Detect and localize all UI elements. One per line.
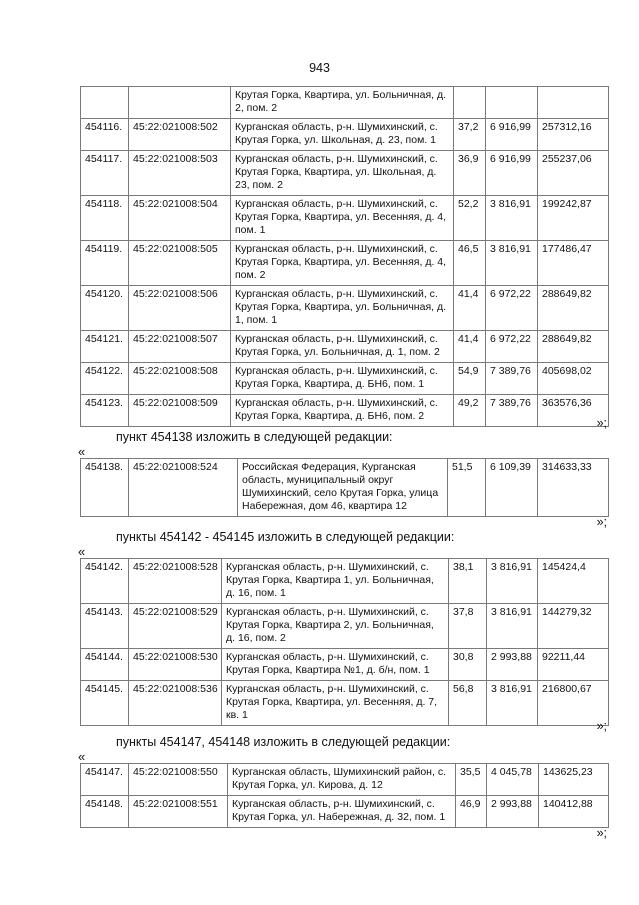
area-cell: 46,5 (454, 241, 486, 286)
cadastral-number-cell: 45:22:021008:528 (129, 559, 222, 604)
area-cell (454, 87, 486, 119)
address-cell: Курганская область, р-н. Шумихинский, с. Крутая Горка, Квартира, ул. Весенняя, д. 7, кв. 1 (222, 681, 449, 726)
table-row (81, 363, 609, 395)
area-cell: 41,4 (454, 331, 486, 363)
cadastral-value-cell (538, 87, 609, 119)
address-cell: Курганская область, р-н. Шумихинский, с. Крутая Горка, ул. Набережная, д. 32, пом. 1 (228, 796, 456, 828)
property-table (80, 458, 609, 517)
area-cell: 56,8 (449, 681, 487, 726)
row-number-cell: 454143. (81, 604, 129, 649)
table-row (81, 151, 609, 196)
cadastral-number-cell: 45:22:021008:524 (129, 459, 238, 517)
area-cell: 51,5 (448, 459, 486, 517)
cadastral-value-cell: 257312,16 (538, 119, 609, 151)
opening-quote: « (78, 444, 86, 459)
address-cell: Курганская область, р-н. Шумихинский, с. Крутая Горка, ул. Школьная, д. 23, пом. 1 (231, 119, 454, 151)
cadastral-number-cell (129, 87, 231, 119)
cadastral-rate-cell: 2 993,88 (487, 796, 539, 828)
cadastral-rate-cell: 6 916,99 (486, 119, 538, 151)
address-cell: Курганская область, р-н. Шумихинский, с. Крутая Горка, ул. Больничная, д. 1, пом. 2 (231, 331, 454, 363)
row-number-cell: 454116. (81, 119, 129, 151)
address-cell: Курганская область, р-н. Шумихинский, с. Крутая Горка, Квартира, ул. Весенняя, д. 4, пом. 1 (231, 196, 454, 241)
address-cell: Курганская область, р-н. Шумихинский, с. Крутая Горка, Квартира, д. БН6, пом. 1 (231, 363, 454, 395)
row-number-cell: 454142. (81, 559, 129, 604)
area-cell: 37,8 (449, 604, 487, 649)
table-row (81, 459, 609, 517)
cadastral-rate-cell: 6 916,99 (486, 151, 538, 196)
table-row (81, 286, 609, 331)
table-row (81, 649, 609, 681)
cadastral-value-cell: 144279,32 (538, 604, 609, 649)
cadastral-rate-cell (486, 87, 538, 119)
property-table (80, 558, 609, 726)
area-cell: 38,1 (449, 559, 487, 604)
address-cell: Курганская область, р-н. Шумихинский, с. Крутая Горка, Квартира 2, ул. Больничная, д. 16, пом. 2 (222, 604, 449, 649)
cadastral-number-cell: 45:22:021008:507 (129, 331, 231, 363)
address-cell: Российская Федерация, Курганская область, муниципальный округ Шумихинский, село Крутая Горка, улица Набережная, дом 46, квартира 12 (238, 459, 448, 517)
area-cell: 30,8 (449, 649, 487, 681)
cadastral-value-cell: 177486,47 (538, 241, 609, 286)
cadastral-rate-cell: 7 389,76 (486, 363, 538, 395)
row-number-cell: 454117. (81, 151, 129, 196)
area-cell: 36,9 (454, 151, 486, 196)
cadastral-value-cell: 92211,44 (538, 649, 609, 681)
cadastral-value-cell: 140412,88 (539, 796, 609, 828)
cadastral-value-cell: 199242,87 (538, 196, 609, 241)
amendment-paragraph: пункт 454138 изложить в следующей редакции: (116, 430, 393, 444)
address-cell: Курганская область, р-н. Шумихинский, с. Крутая Горка, Квартира 1, ул. Больничная, д. 16, пом. 1 (222, 559, 449, 604)
opening-quote: « (78, 749, 86, 764)
cadastral-rate-cell: 6 972,22 (486, 286, 538, 331)
cadastral-rate-cell: 2 993,88 (487, 649, 538, 681)
table-row (81, 796, 609, 828)
cadastral-number-cell: 45:22:021008:508 (129, 363, 231, 395)
area-cell: 52,2 (454, 196, 486, 241)
closing-quote: »; (596, 416, 607, 430)
cadastral-number-cell: 45:22:021008:502 (129, 119, 231, 151)
row-number-cell: 454121. (81, 331, 129, 363)
area-cell: 46,9 (456, 796, 487, 828)
table-row (81, 196, 609, 241)
cadastral-value-cell: 255237,06 (538, 151, 609, 196)
cadastral-value-cell: 288649,82 (538, 286, 609, 331)
table-row (81, 681, 609, 726)
cadastral-rate-cell: 3 816,91 (487, 681, 538, 726)
table-row (81, 395, 609, 427)
address-cell: Курганская область, р-н. Шумихинский, с. Крутая Горка, Квартира, ул. Больничная, д. 1, пом. 1 (231, 286, 454, 331)
closing-quote: »; (596, 719, 607, 733)
cadastral-number-cell: 45:22:021008:550 (129, 764, 228, 796)
cadastral-value-cell: 143625,23 (539, 764, 609, 796)
row-number-cell: 454120. (81, 286, 129, 331)
area-cell: 37,2 (454, 119, 486, 151)
table-row (81, 604, 609, 649)
row-number-cell: 454118. (81, 196, 129, 241)
cadastral-rate-cell: 6 972,22 (486, 331, 538, 363)
cadastral-rate-cell: 6 109,39 (486, 459, 538, 517)
cadastral-value-cell: 314633,33 (538, 459, 609, 517)
row-number-cell: 454138. (81, 459, 129, 517)
area-cell: 41,4 (454, 286, 486, 331)
table-row (81, 331, 609, 363)
amendment-paragraph: пункты 454147, 454148 изложить в следующей редакции: (116, 735, 451, 749)
cadastral-value-cell: 145424,4 (538, 559, 609, 604)
property-table (80, 763, 609, 828)
closing-quote: »; (596, 826, 607, 840)
row-number-cell: 454123. (81, 395, 129, 427)
table-row (81, 119, 609, 151)
address-cell: Крутая Горка, Квартира, ул. Больничная, д. 2, пом. 2 (231, 87, 454, 119)
address-cell: Курганская область, р-н. Шумихинский, с. Крутая Горка, Квартира №1, д. б/н, пом. 1 (222, 649, 449, 681)
cadastral-rate-cell: 3 816,91 (487, 559, 538, 604)
cadastral-rate-cell: 3 816,91 (486, 241, 538, 286)
row-number-cell: 454148. (81, 796, 129, 828)
table-row (81, 764, 609, 796)
row-number-cell (81, 87, 129, 119)
cadastral-value-cell: 363576,36 (538, 395, 609, 427)
cadastral-number-cell: 45:22:021008:506 (129, 286, 231, 331)
table-row (81, 559, 609, 604)
row-number-cell: 454147. (81, 764, 129, 796)
cadastral-number-cell: 45:22:021008:505 (129, 241, 231, 286)
area-cell: 54,9 (454, 363, 486, 395)
row-number-cell: 454119. (81, 241, 129, 286)
address-cell: Курганская область, Шумихинский район, с. Крутая Горка, ул. Кирова, д. 12 (228, 764, 456, 796)
cadastral-rate-cell: 7 389,76 (486, 395, 538, 427)
cadastral-number-cell: 45:22:021008:551 (129, 796, 228, 828)
cadastral-value-cell: 288649,82 (538, 331, 609, 363)
area-cell: 49,2 (454, 395, 486, 427)
cadastral-rate-cell: 4 045,78 (487, 764, 539, 796)
cadastral-value-cell: 405698,02 (538, 363, 609, 395)
row-number-cell: 454145. (81, 681, 129, 726)
cadastral-number-cell: 45:22:021008:509 (129, 395, 231, 427)
cadastral-number-cell: 45:22:021008:529 (129, 604, 222, 649)
row-number-cell: 454144. (81, 649, 129, 681)
address-cell: Курганская область, р-н. Шумихинский, с. Крутая Горка, Квартира, д. БН6, пом. 2 (231, 395, 454, 427)
closing-quote: »; (596, 515, 607, 529)
page-number: 943 (309, 61, 330, 75)
cadastral-number-cell: 45:22:021008:503 (129, 151, 231, 196)
cadastral-rate-cell: 3 816,91 (486, 196, 538, 241)
row-number-cell: 454122. (81, 363, 129, 395)
table-row (81, 87, 609, 119)
table-row (81, 241, 609, 286)
cadastral-value-cell: 216800,67 (538, 681, 609, 726)
address-cell: Курганская область, р-н. Шумихинский, с. Крутая Горка, Квартира, ул. Школьная, д. 23, пом. 2 (231, 151, 454, 196)
opening-quote: « (78, 544, 86, 559)
amendment-paragraph: пункты 454142 - 454145 изложить в следующей редакции: (116, 530, 455, 544)
cadastral-number-cell: 45:22:021008:530 (129, 649, 222, 681)
address-cell: Курганская область, р-н. Шумихинский, с. Крутая Горка, Квартира, ул. Весенняя, д. 4, пом. 2 (231, 241, 454, 286)
cadastral-rate-cell: 3 816,91 (487, 604, 538, 649)
cadastral-number-cell: 45:22:021008:536 (129, 681, 222, 726)
cadastral-number-cell: 45:22:021008:504 (129, 196, 231, 241)
area-cell: 35,5 (456, 764, 487, 796)
property-table (80, 86, 609, 427)
